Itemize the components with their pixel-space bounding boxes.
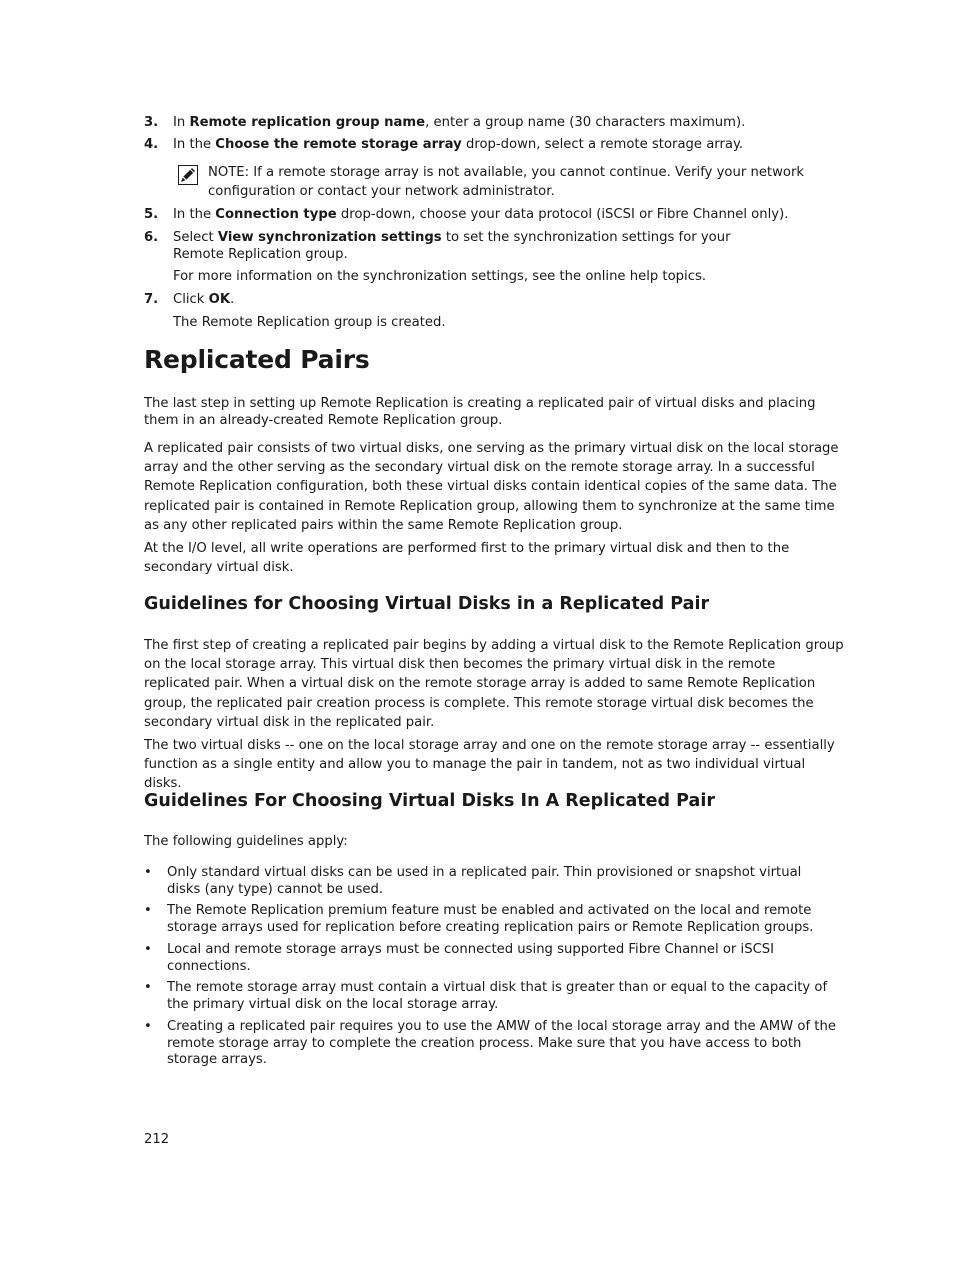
step-text: Click OK.: [173, 292, 235, 307]
bullet-icon: •: [144, 865, 152, 880]
bullet-icon: •: [144, 903, 152, 918]
step-text: In the Connection type drop-down, choose your data protocol (iSCSI or Fibre Channel only).: [173, 207, 789, 222]
step-number: 6.: [144, 230, 159, 245]
section-title: Replicated Pairs: [144, 345, 370, 374]
subsection-2-intro: The following guidelines apply:: [144, 834, 348, 849]
list-item-text: Only standard virtual disks can be used in a replicated pair. Thin provisioned or snapshot virtual disks (any type) cannot be used.: [167, 865, 802, 897]
bullet-icon: •: [144, 1019, 152, 1034]
subsection-title-2: Guidelines For Choosing Virtual Disks In A Replicated Pair: [144, 791, 715, 811]
step-7-result: The Remote Replication group is created.: [173, 315, 446, 330]
step-text: In the Choose the remote storage array drop-down, select a remote storage array.: [173, 137, 744, 152]
ui-term: OK: [208, 292, 231, 307]
section-paragraph-3: At the I/O level, all write operations are performed first to the primary virtual disk and then to the secondary virtual disk.: [144, 541, 790, 576]
note-text: NOTE: If a remote storage array is not available, you cannot continue. Verify your network configuration or contact your network administrator.: [208, 165, 805, 199]
ui-term: View synchronization settings: [217, 230, 442, 245]
step-text: In Remote replication group name, enter a group name (30 characters maximum).: [173, 115, 746, 130]
subsection-1-paragraph-2: The two virtual disks -- one on the local storage array and one on the remote storage array -- essentially function as a single entity and allow you to manage the pair in tandem, not as two individual virtual disks.: [144, 738, 835, 792]
section-paragraph-1: The last step in setting up Remote Replication is creating a replicated pair of virtual disks and placing them in an already-created Remote Replication group.: [144, 396, 816, 428]
step-text: Select View synchronization settings to set the synchronization settings for your Remote Replication group.: [173, 230, 731, 262]
list-item-text: The remote storage array must contain a virtual disk that is greater than or equal to the capacity of the primary virtual disk on the local storage array.: [167, 980, 828, 1012]
step-number: 5.: [144, 207, 159, 222]
list-item-text: The Remote Replication premium feature must be enabled and activated on the local and remote storage arrays used for replication before creating replication pairs or Remote Replication groups.: [167, 903, 814, 935]
list-item-text: Local and remote storage arrays must be connected using supported Fibre Channel or iSCSI connections.: [167, 942, 775, 974]
step-number: 7.: [144, 292, 159, 307]
step-number: 4.: [144, 137, 159, 152]
list-item-text: Creating a replicated pair requires you to use the AMW of the local storage array and the AMW of the remote storage array to complete the creation process. Make sure that you have access to both storage arrays.: [167, 1019, 836, 1067]
bullet-icon: •: [144, 980, 152, 995]
ui-term: Remote replication group name: [189, 115, 426, 130]
ui-term: Choose the remote storage array: [215, 137, 462, 152]
step-number: 3.: [144, 115, 159, 130]
ui-term: Connection type: [215, 207, 337, 222]
page-number: 212: [144, 1132, 170, 1147]
subsection-1-paragraph-1: The first step of creating a replicated pair begins by adding a virtual disk to the Remote Replication group on the local storage array. This virtual disk then becomes the primary virtual disk in the remote replicated pair. When a virtual disk on the remote storage array is added to same Remote Replication group, the replicated pair creation process is complete. This remote storage virtual disk becomes the secondary virtual disk in the replicated pair.: [144, 638, 844, 730]
note-label: NOTE:: [208, 165, 250, 180]
subsection-title-1: Guidelines for Choosing Virtual Disks in a Replicated Pair: [144, 594, 710, 614]
bullet-icon: •: [144, 942, 152, 957]
step-6-detail: For more information on the synchronization settings, see the online help topics.: [173, 269, 707, 284]
section-paragraph-2: A replicated pair consists of two virtual disks, one serving as the primary virtual disk on the local storage array and the other serving as the secondary virtual disk on the remote storage array. In a successful Remote Replication configuration, both these virtual disks contain identical copies of the same data. The replicated pair is contained in Remote Replication group, allowing them to synchronize at the same time as any other replicated pairs within the same Remote Replication group.: [144, 441, 839, 533]
pencil-note-icon: [178, 165, 198, 185]
